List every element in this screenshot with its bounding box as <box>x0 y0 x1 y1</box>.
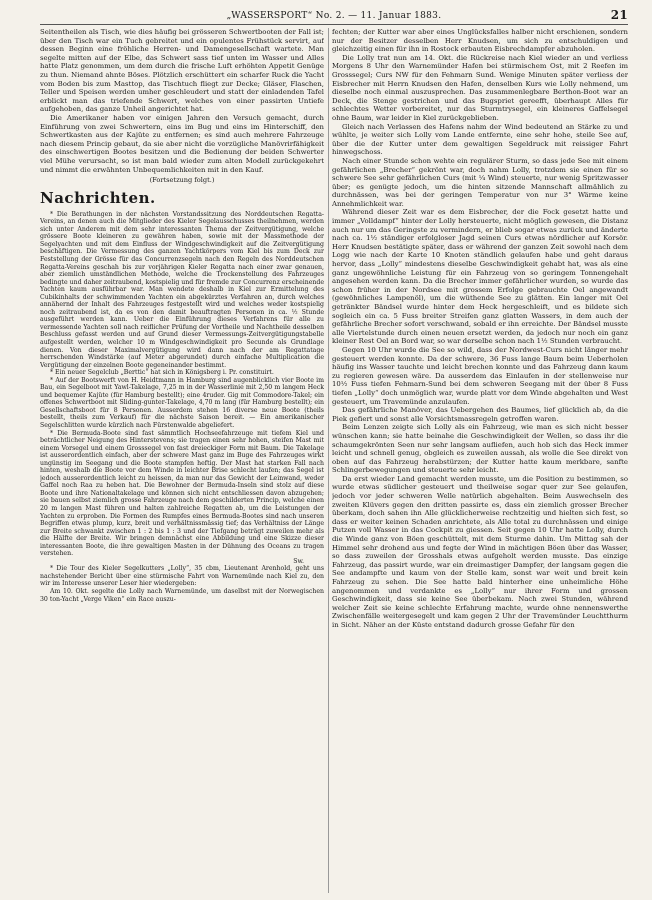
right-column <box>332 28 628 893</box>
running-title: „WASSERSPORT“ No. 2. — 11. Januar 1883. <box>226 11 442 21</box>
paragraph: Seitentheilen als Tisch, wie dies häufig bei grösseren Schwertbooten der Fall ist; über den Tisch war ein Tuch gebreitet und ein opulentes Frühstück servirt, auf dessen Beginn eine fröhliche Herren- und Damengesellschaft wartete. Man segelte mitten auf der Elbe, das Schwert sass tief unten im Wasser und Alles hatte Platz genommen, um dem durch die frische Luft erhöhten Appetit Genüge zu thun. Niemand ahnte Böses. Plötzlich erschüttert ein scharfer Ruck die Yacht vom Boden bis zum Masttop, das Tischtuch fliegt zur Decke; Gläser, Flaschen, Teller und Speisen werden umher geschleudert und statt der einladenden Tafel erblickt man das triefende Schwert, welches von einer passirten Untiefe aufgehoben, das ganze Unheil angerichtet hat. <box>40 28 324 114</box>
news-item: * Auf der Bootswerft von H. Heidtmann in Hamburg sind augenblicklich vier Boote im Bau, ein Segelboot mit Yawl-Takelage, 7,25 m in der Wasserlinie mit 2,50 m langem Heck und bequemer Kajüte (für Hamburg bestellt); eine 4ruder. Gig mit Commodore-Takel; ein offenes Schwertboot mit Sliding-gunter-Takelage, 4,70 m lang (für Hamburg bestellt); ein Gesellschaftsboot für 8 Personen. Ausserdem stehen 16 diverse neue Boote (theils bestellt, theils zum Verkauf) für die nächste Saison bereit. — Ein amerikanischer Segelschlitten wurde kürzlich nach Fürstenwalde abgeliefert. <box>40 376 324 429</box>
paragraph: Die Lolly trat nun am 14. Okt. die Rückreise nach Kiel wieder an und verliess Morgens 8 Uhr den Warnemünder Hafen bei stürmischem Ost, mit 2 Reefen im Grosssegel; Curs NW für den Fehmarn Sund. Wenige Minuten später verliess der Eisbrecher mit Herrn Knudsen den Hafen, denselben Kurs wie Lolly nehmend, um dieselbe noch einmal auszusprechen. Das zusammenlegbare Berthon-Boot war an Deck, die Stenge gestrichen und das Bugspriet gereefft, überhaupt Alles für schlechtes Wetter vorbereitet, nur das Sturmtrysegel, ein kleineres Gaffelsegel ohne Baum, war leider in Kiel zurückgeblieben. <box>332 53 628 122</box>
paragraph: Während dieser Zeit war es dem Eisbrecher, der die Fock gesetzt hatte und immer „Volldampf“ hinter der Lolly hersteuerte, nicht möglich gewesen, die Distanz auch nur um das Geringste zu vermindern, er blieb sogar etwas zurück und änderte nach ca. 1½ ständiger erfolgloser Jagd seinen Curs etwas nördlicher auf Korsör. Herr Knudsen bestätigte später, dass er während der ganzen Zeit sowohl nach dem Logg wie nach der Karte 10 Knoten ständlich gelaufen habe und geht daraus hervor, dass „Lolly“ mindestens dieselbe Geschwindigkeit gehabt hat, was als eine ganz ungewöhnliche Leistung für ein Fahrzeug von so geringem Tonnengehalt angesehen werden kann. Da die Brecher immer gefährlicher wurden, so wurde das schon früher in der Nordsee mit grossem Erfolge gebrauchte Oel angewandt (gewöhnliches Lampenöl), um die wüthende See zu glätten. Ein langer mit Oel getränkter Bändsel wurde hinter dem Heck hergeschleift, und es bildete sich sogleich ein ca. 5 Fuss breiter Streifen ganz glatten Wassers, in dem auch der gefährliche Brecher sofort verschwand, sobald er ihn erreichte. Der Bändsel musste alle Viertelstunde durch einen neuen ersetzt werden, da jedoch nur noch ein ganz kleiner Rest Oel an Bord war, so war derselbe schon nach 1½ Stunden verbraucht. <box>332 208 628 346</box>
news-item: * Die Tour des Kieler Segelkutters „Lolly“, 35 cbm, Lieutenant Arenhold, geht uns nachstehender Bericht über eine stürmische Fahrt von Warnemünde nach Kiel zu, den wir im Interesse unserer Leser hier wiedergeben: <box>40 565 324 588</box>
continuation-note: (Fortsetzung folgt.) <box>149 176 215 185</box>
paragraph: Das gefährliche Manöver, das Uebergehen des Baumes, lief glücklich ab, da die Piek gefiert und sonst alle Vorsichtsmassregeln getroffen waren. <box>332 406 628 423</box>
paragraph: Gegen 10 Uhr wurde die See so wild, dass der Nordwest-Curs nicht länger mehr gesteuert werden konnte. Da der schwere, 36 Fuss lange Baum beim Ueberholen häufig ins Wasser tauchte und leicht brechen konnte und das Fahrzeug dann kaum zu regieren gewesen wäre. Da ausserdem das Einlaufen in der stellenweise nur 10½ Fuss tiefen Fehmarn-Sund bei dem schweren Seegang mit der über 8 Fuss tiefen „Lolly“ doch unmöglich war, wurde platt vor dem Winde abgehalten und West gesteuert, um Travemünde anzulaufen. <box>332 345 628 406</box>
news-item: * Die Bermuda-Boote sind fast sämmtlich Hochseefahrzeuge mit tiefem Kiel und beträchtlicher Neigung des Hinterstevens; sie tragen einen sehr hohen, steifen Mast mit einem Vorsegel und einem Grosssegel von fast dreieckiger Form mit Baum. Die Takelage ist ausserordentlich einfach, aber der schwere Mast ganz im Buge des Fahrzeuges wirkt ungünstig im Seegang und die Boote stampfen heftig. Der Mast hat starken Fall nach hinten, weshalb die Boote vor dem Winde in leichter Brise schlecht laufen; das Segel ist jedoch ausserordentlich leicht zu heissen, da man nur das Gewicht der Leinwand, weder Gaffel noch Raa zu heben hat. Die Bewohner der Bermuda-Inseln sind stolz auf diese Boote und ihre Nationaltakelage und können sich nicht entschliessen davon abzugehen; sie bauen selbst ziemlich grosse Fahrzeuge nach dem geschilderten Princip, welche einen 20 m langen Mast führen und halten zahlreiche Regatten ab, um die Leistungen der Yachten zu erproben. Die Formen des Rumpfes eines Bermuda-Bootes sind nach unseren Begriffen etwas plump, kurz, breit und verhältnissmässig tief; das Verhältniss der Länge zur Breite schwankt zwischen 1 : 2 bis 1 : 3 und der Tiefgang beträgt zuweilen mehr als die Hälfte der Breite. Wir bringen demnächst eine Abbildung und eine Skizze dieser interessanten Boote, die ihre gewaltigen Masten in der Dühnung des Oceans zu tragen verstehen. <box>40 429 324 558</box>
paragraph: Da erst wieder Land gemacht werden musste, um die Position zu bestimmen, so wurde etwas südlicher gesteuert und theilweise sogar quer zur See gelaufen, jedoch vor jeder schweren Welle natürlich abgehalten. Beim Auswechseln des zweiten Klüvers gegen den dritten passirte es, dass ein ziemlich grosser Brecher überkam, doch sahen ihn Alle glücklicherweise rechtzeitig und hielten sich fest, so dass er weiter keinen Schaden anrichtete, als Alle total zu durchnässen und einige Putzen voll Wasser in das Cockpit zu giessen. Seit gegen 10 Uhr hatte Lolly, durch die Winde ganz von Böen geschüttelt, mit dem Sturme dahin. Um Mittag sah der Himmel sehr drohend aus und fegte der Wind in mächtigen Böen über das Wasser, so dass zuweilen der Grosshals etwas aufgeholt werden musste. Das einzige Fahrzeug, das passirt wurde, war ein dreimastiger Dampfer, der langsam gegen die See andampfte und kaum von der Stelle kam, sonst war weit und breit kein Fahrzeug zu sehen. Die See hatte bald hinterher eine unheimliche Höhe angenommen und verdankte es „Lolly“ nur ihrer Form und grossen Geschwindigkeit, dass sie keine See überbekam. Nach zwei Stunden, während welcher Zeit sie keine schlechte Erfahrung machte, wurde ohne nennenswerthe Zwischenfälle weitergesegelt und kam gegen 2 Uhr der Travemünder Leuchtthurm in Sicht. Näher an der Küste entstand dadurch grosse Gefahr für den <box>332 474 628 629</box>
news-list <box>40 211 324 603</box>
paragraph: Beim Lenzen zeigte sich Lolly als ein Fahrzeug, wie man es sich nicht besser wünschen kann; sie hatte beinahe die Geschwindigkeit der Wellen, so dass ihr die schaumgekrönten Seen nur sehr langsam aufliefen, auch hob sich das Heck immer leicht und schnell genug, obgleich es zuweilen aussah, als wolle die See direkt von oben auf das Fahrzeug herabstürzen; der Kutter hatte kaum merkbare, sanfte Schlingerbewegungen und steuerte sehr leicht. <box>332 423 628 475</box>
column-divider <box>328 28 329 893</box>
header-rule <box>40 24 628 25</box>
news-item: * Die Berathungen in der nächsten Vorstandssitzung des Norddeutschen Regatta-Vereins, an denen auch die Mitglieder des Kieler Segelausschusses theilnehmen, werden sich unter Anderem mit dem sehr interessanten Thema der Zeitvergütigung, welche grössere Boote kleineren zu gewähren haben, sowie mit der Massmethode der Segelyachten und mit dem Einfluss der Windgeschwindigkeit auf die Zeitvergütigung beschäftigen. Die Vermessung des ganzen Yachtkörpers vom Kiel bis zum Deck zur Feststellung der Grösse für das Concurrenzsegeln nach den Regeln des Norddeutschen Regatta-Vereins geschah bis zur vorjährigen Kieler Regatta nach einer zwar genauen, aber ziemlich umständlichen Methode, welche die Trockenstellung des Fahrzeuges bedingte und daher zeitraubend, kostspielig und für fremde zur Concurrenz erscheinende Yachten kaum ausführbar war. Man wendete deshalb in Kiel zur Ermittelung des Cubikinhalts der schwimmenden Yachten ein abgekürztes Verfahren an, durch welches annähernd der Inhalt des Fahrzeuges festgestellt wird und welches weder kostspielig noch zeitraubend ist, da es von den damit beauftragten Personen in ca. ½ Stunde ausgeführt werden kann. Ueber die Einführung dieses Verfahrens für alle zu vermessende Yachten soll nach reiflicher Prüfung der Vortheile und Nachtheile desselben Beschluss gefasst werden und auf Grund dieser Vermessungs-Zeitvergütigungstabelle aufgestellt werden, welcher 10 m Windgeschwindigkeit pro Secunde als Grundlage dienen. Von dieser Maximalvergütigung wird dann nach der am Regattatage herrschenden Windstärke (auf Meter abgerundet) durch einfache Multiplication die Vergütigung der einzelnen Boote gegeneinander bestimmt. <box>40 210 324 369</box>
paragraph: Die Amerikaner haben vor einigen Jahren den Versuch gemacht, durch Einführung von zwei Schwertern, eins im Bug und eins im Hinterschiff, den Schwertkasten aus der Kajüte zu entfernen; es sind auch mehrere Fahrzeuge nach diesem Princip gebaut, da sie aber nicht die vorzügliche Manövrirfähigkeit des einschwertigen Bootes besitzen und die Bedienung der beiden Schwerter viel Mühe verursacht, so ist man bald wieder zum alten Modell zurückgekehrt und nimmt die erwähnten Unbequemlichkeiten mit in den Kauf. <box>40 113 324 174</box>
section-heading: Nachrichten. <box>40 188 156 207</box>
page-header <box>40 8 628 24</box>
paragraph: fechten; der Kutter war aber eines Unglücksfalles halber nicht erschienen, sondern nur der Besitzer desselben Herr Knudsen, um sich zu entschuldigen und gleichzeitig einen für ihn in Rostock erbauten Eisbrechdampfer abzuholen. <box>332 28 628 54</box>
paragraph: Nach einer Stunde schon wehte ein regulärer Sturm, so dass jede See mit einem gefährlichen „Brecher“ gekrönt war, doch nahm Lolly, trotzdem sie einen für so schwere See sehr gefährlichen Curs (mit ¼ Wind) steuerte, nur wenig Spritzwasser über; es genügte jedoch, um die hinten sitzende Mannschaft allmählich zu durchnässen, was bei der geringen Temperatur von nur 3° Wärme keine Annehmlichkeit war. <box>332 156 628 208</box>
news-item: Am 10. Okt. segelte die Lolly nach Warnemünde, um daselbst mit der Norwegischen 30 ton-Yacht „Verge Viken“ ein Race auszu- <box>40 588 324 603</box>
left-column <box>40 28 324 893</box>
page-number: 21 <box>610 8 628 22</box>
author-signature: Sw. <box>293 557 304 565</box>
paragraph: Gleich nach Verlassen des Hafens nahm der Wind bedeutend an Stärke zu und wühlte, je weiter sich Lolly vom Lande entfernte, eine sehr hohe, steile See auf, über die der Kutter unter dem gewaltigen Segeldruck mit reissiger Fahrt hinwegschoss. <box>332 122 628 157</box>
news-item: * Ein neuer Segelclub „Berttic“ hat sich in Königsberg i. Pr. constituirt. <box>50 369 274 377</box>
